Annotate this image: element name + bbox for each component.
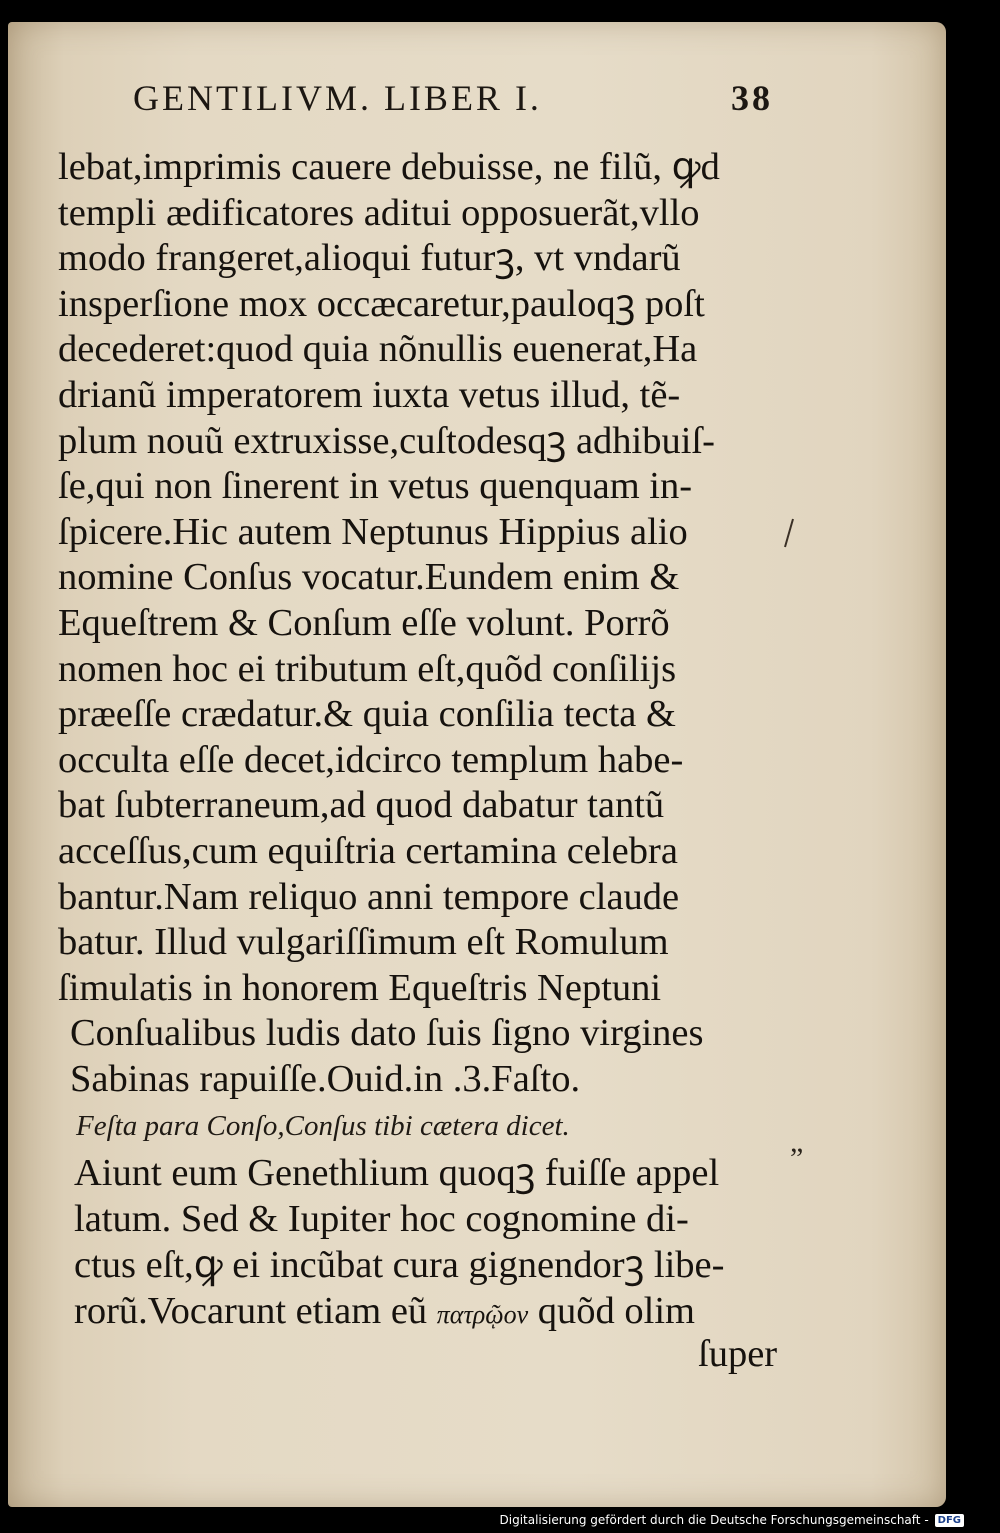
digitization-footer: [500, 1513, 965, 1527]
text-line-last: [74, 1288, 790, 1334]
text-line: ſe,qui non ſinerent in vetus quenquam in-: [58, 465, 693, 508]
text-line: insperſione mox occæcaretur,pauloqꝫ poſt: [58, 282, 705, 325]
text-line: Aiunt eum Genethlium quoqꝫ fuiſſe appel: [74, 1152, 720, 1194]
dfg-logo-icon: DFG: [935, 1514, 964, 1527]
text-line: ſpicere.Hic autem Neptunus Hippius alio: [58, 510, 688, 553]
greek-word: πατρῷον: [436, 1300, 529, 1329]
margin-slash-mark: [782, 517, 796, 577]
text-line: modo frangeret,alioqui futurꝫ, vt vndarũ: [58, 237, 681, 280]
text-fragment: rorũ.Vocarunt etiam eũ: [74, 1290, 437, 1332]
second-text-block: [74, 1150, 790, 1334]
page-number: 38: [731, 78, 773, 118]
text-line: Conſualibus ludis dato ſuis ſigno virgines: [70, 1012, 704, 1055]
text-line: batur. Illud vulgariſſimum eſt Romulum: [58, 921, 669, 964]
margin-quote-mark: ”: [790, 1142, 804, 1175]
text-line: acceſſus,cum equiſtria certamina celebra: [58, 829, 678, 872]
text-line: plum nouũ extruxisse,cuſtodesqꝫ adhibuiſ-: [58, 419, 715, 462]
text-line: Equeſtrem & Conſum eſſe volunt. Porrõ: [58, 601, 670, 644]
text-line: bat ſubterraneum,ad quod dabatur tantũ: [58, 784, 665, 827]
text-fragment: quõd olim: [528, 1290, 695, 1332]
catchword: ſuper: [698, 1333, 778, 1375]
text-line: lebat,imprimis cauere debuisse, ne filũ, ꝙd: [58, 146, 720, 188]
footer-credit: Digitalisierung gefördert durch die Deutsche Forschungsgemeinschaft -: [499, 1513, 929, 1527]
text-line: Sabinas rapuiſſe.Ouid.in .3.Faſto.: [70, 1057, 581, 1100]
text-line: præeſſe crædatur.& quia conſilia tecta &: [58, 693, 676, 736]
text-line: latum. Sed & Iupiter hoc cognomine di-: [74, 1198, 689, 1240]
text-line: templi ædificatores aditui opposuerãt,vllo: [58, 191, 700, 234]
text-line: nomen hoc ei tributum eſt,quõd conſilijs: [58, 647, 677, 690]
verse-quote: Feſta para Conſo,Conſus tibi cætera dicet.: [76, 1110, 570, 1142]
text-line: decederet:quod quia nõnullis euenerat,Ha: [58, 328, 698, 371]
page-header: [133, 77, 773, 127]
text-line: ſimulatis in honorem Equeſtris Neptuni: [58, 966, 662, 1009]
text-line: nomine Conſus vocatur.Eundem enim &: [58, 556, 680, 599]
main-text-block: [58, 145, 783, 1102]
text-line: occulta eſſe decet,idcirco templum habe-: [58, 738, 684, 781]
running-title: GENTILIVM. LIBER I.: [133, 78, 542, 118]
text-line: ctus eſt,ꝙ ei incũbat cura gignendorꝫ libe-: [74, 1244, 725, 1286]
text-line: bantur.Nam reliquo anni tempore claude: [58, 875, 680, 918]
book-page: [8, 22, 946, 1507]
text-line: drianũ imperatorem iuxta vetus illud, tẽ-: [58, 373, 681, 416]
